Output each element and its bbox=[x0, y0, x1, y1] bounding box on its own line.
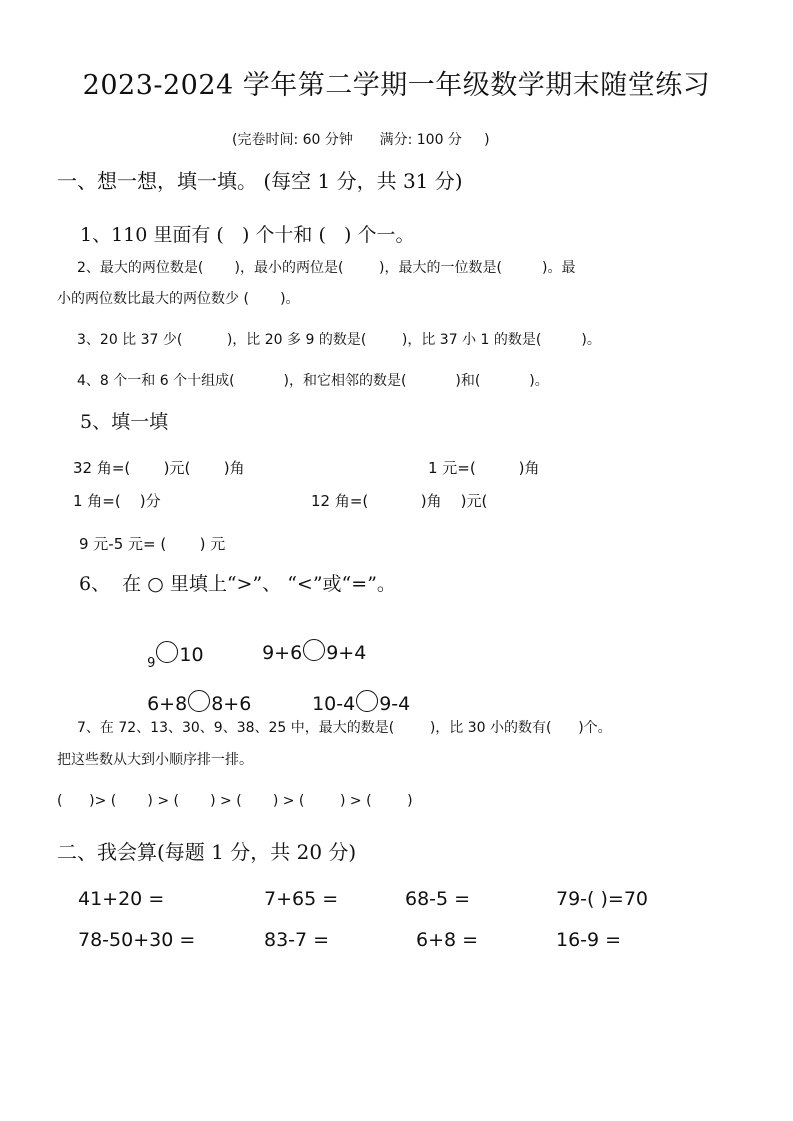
compare-d-left: 10-4 bbox=[312, 693, 356, 715]
calc-item: 7+65 = bbox=[264, 888, 339, 910]
calc-item: 83-7 = bbox=[264, 929, 330, 951]
question-5-d: 12 角=( )角 )元( bbox=[311, 492, 488, 510]
question-2-line2: 小的两位数比最大的两位数少 ( )。 bbox=[57, 291, 300, 307]
page-title: 2023-2024 学年第二学期一年级数学期末随堂练习 bbox=[82, 70, 711, 101]
section1-heading: 一、想一想，填一填。 (每空 1 分，共 31 分) bbox=[57, 169, 463, 193]
compare-c bbox=[135, 671, 251, 714]
compare-a-right: 10 bbox=[179, 644, 204, 666]
compare-c-right: 8+6 bbox=[211, 693, 252, 715]
compare-a bbox=[135, 622, 204, 671]
compare-a-circle[interactable] bbox=[156, 641, 178, 663]
calc-item: 6+8 = bbox=[416, 929, 479, 951]
compare-c-circle[interactable] bbox=[188, 690, 210, 712]
compare-b-left: 9+6 bbox=[262, 642, 303, 664]
question-7-line2: 把这些数从大到小顺序排一排。 bbox=[57, 752, 253, 768]
question-5-e: 9 元-5 元= ( ) 元 bbox=[79, 535, 226, 553]
question-2-line1: 2、最大的两位数是( )，最小的两位是( )，最大的一位数是( )。最 bbox=[77, 260, 576, 276]
compare-c-left: 6+8 bbox=[147, 693, 188, 715]
compare-d bbox=[300, 671, 410, 714]
compare-d-right: 9-4 bbox=[379, 693, 411, 715]
compare-a-left: 9 bbox=[147, 656, 156, 671]
question-4: 4、8 个一和 6 个十组成( )，和它相邻的数是( )和( )。 bbox=[77, 373, 549, 389]
question-1: 1、110 里面有 ( ) 个十和 ( ) 个一。 bbox=[80, 224, 415, 246]
question-5-title: 5、填一填 bbox=[80, 411, 169, 433]
question-7-ordering: ( )> ( ) > ( ) > ( ) > ( ) > ( ) bbox=[57, 793, 413, 809]
question-3: 3、20 比 37 少( )，比 20 多 9 的数是( )，比 37 小 1 的数是( )。 bbox=[77, 332, 601, 348]
calc-item: 68-5 = bbox=[405, 888, 471, 910]
question-5-c: 1 角=( )分 bbox=[73, 492, 161, 510]
calc-item: 41+20 = bbox=[78, 888, 165, 910]
compare-b-right: 9+4 bbox=[326, 642, 367, 664]
question-5-b: 1 元=( )角 bbox=[428, 459, 540, 477]
question-7-line1: 7、在 72、13、30、9、38、25 中，最大的数是( )，比 30 小的数有( )个。 bbox=[77, 720, 612, 736]
calc-item: 79-( )=70 bbox=[556, 888, 648, 910]
compare-d-circle[interactable] bbox=[356, 690, 378, 712]
question-6-title: 6、 在 ○ 里填上“>”、 “<”或“=”。 bbox=[79, 573, 396, 595]
section2-heading: 二、我会算(每题 1 分，共 20 分) bbox=[57, 840, 357, 864]
exam-info: (完卷时间: 60 分钟 满分: 100 分 ) bbox=[232, 132, 490, 148]
compare-b bbox=[250, 620, 366, 663]
calc-item: 78-50+30 = bbox=[78, 929, 196, 951]
calc-item: 16-9 = bbox=[556, 929, 622, 951]
question-5-a: 32 角=( )元( )角 bbox=[73, 459, 245, 477]
compare-b-circle[interactable] bbox=[303, 639, 325, 661]
